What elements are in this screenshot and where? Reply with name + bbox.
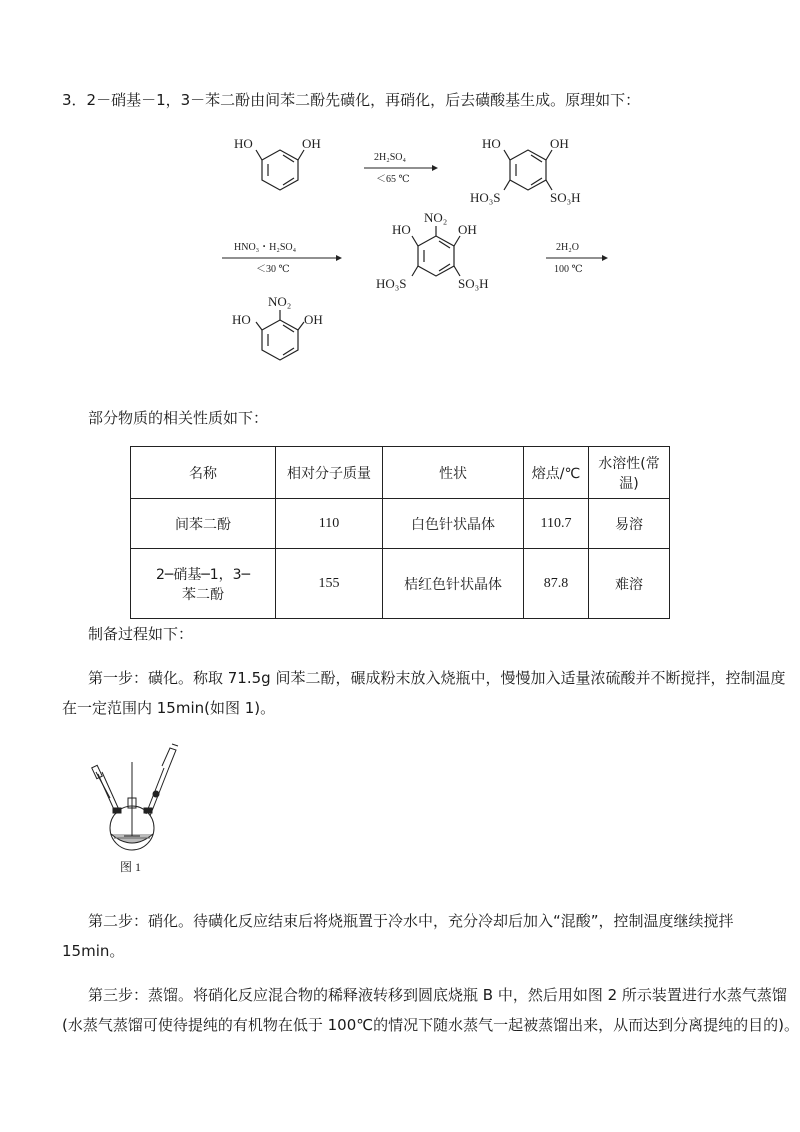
reaction-scheme: [0, 0, 800, 380]
cell-appearance: 桔红色针状晶体: [383, 549, 524, 619]
properties-table: [130, 446, 670, 619]
cell-solubility: 易溶: [589, 499, 670, 549]
cell-solubility: 难溶: [589, 549, 670, 619]
resorcinol-structure: [256, 150, 304, 190]
arrow3-reagent: 2H₂O: [556, 242, 579, 253]
table-header-row: [131, 447, 670, 499]
arrow2-condition: ＜30 ℃: [256, 264, 290, 275]
header-mw: 相对分子质量: [276, 447, 383, 499]
mol4-no2-label: NO₂: [268, 294, 292, 309]
cell-name-line1: 2─硝基─1，3─: [155, 566, 250, 583]
cell-mw: 155: [276, 549, 383, 619]
arrow2-reagent: HNO₃・H₂SO₄: [234, 242, 297, 253]
mol1-ho-label: HO: [234, 136, 253, 151]
mol3-no2-label: NO₂: [424, 210, 448, 225]
cell-mw: 110: [276, 499, 383, 549]
mol3-oh-label: OH: [458, 222, 477, 237]
figure1-apparatus: [80, 738, 200, 876]
header-solubility: 水溶性(常温): [589, 447, 670, 499]
cell-mp: 110.7: [524, 499, 589, 549]
cell-name-line2: 苯二酚: [182, 586, 224, 603]
arrow1-reagent: 2H₂SO₄: [374, 152, 406, 163]
procedure-intro: 制备过程如下：: [88, 625, 194, 643]
nitroresorcinol-structure: [256, 310, 304, 360]
mol2-so3h-label: SO₃H: [550, 190, 581, 205]
cell-name: 间苯二酚: [131, 499, 276, 549]
mol2-ho3s-label: HO₃S: [470, 190, 501, 205]
cell-name: [131, 549, 276, 619]
mol4-ho-label: HO: [232, 312, 251, 327]
table-row: [131, 499, 670, 549]
step3-line1: 第三步：蒸馏。将硝化反应混合物的稀释液转移到圆底烧瓶 B 中，然后用如图 2 所示装置进行水蒸气蒸馏: [88, 986, 787, 1004]
mol2-oh-label: OH: [550, 136, 569, 151]
mol3-ho3s-label: HO₃S: [376, 276, 407, 291]
step1-line1: 第一步：磺化。称取 71.5g 间苯二酚，碾成粉末放入烧瓶中，慢慢加入适量浓硫酸并不断搅拌，控制温度: [88, 669, 786, 687]
mol3-so3h-label: SO₃H: [458, 276, 489, 291]
arrow3-condition: 100 ℃: [554, 264, 583, 275]
header-mp: 熔点/℃: [524, 447, 589, 499]
mol3-ho-label: HO: [392, 222, 411, 237]
cell-appearance: 白色针状晶体: [383, 499, 524, 549]
nitro-disulfonic-acid-structure: [412, 226, 460, 276]
header-appearance: 性状: [383, 447, 524, 499]
mol1-oh-label: OH: [302, 136, 321, 151]
header-name: 名称: [131, 447, 276, 499]
step2-line1: 第二步：硝化。待磺化反应结束后将烧瓶置于冷水中，充分冷却后加入“混酸”，控制温度继续搅拌: [88, 912, 734, 930]
step3-line2: (水蒸气蒸馏可使待提纯的有机物在低于 100℃的情况下随水蒸气一起被蒸馏出来，从而达到分离提纯的目的)。: [62, 1016, 799, 1034]
arrow1-condition: ＜65 ℃: [376, 174, 410, 185]
mol2-ho-label: HO: [482, 136, 501, 151]
step2-line2: 15min。: [62, 942, 125, 960]
properties-intro: 部分物质的相关性质如下：: [88, 409, 269, 427]
figure1-caption: 图 1: [120, 860, 142, 874]
question-intro: 3．2－硝基－1，3－苯二酚由间苯二酚先磺化，再硝化，后去磺酸基生成。原理如下：: [62, 91, 641, 109]
mol4-oh-label: OH: [304, 312, 323, 327]
step1-line2: 在一定范围内 15min(如图 1)。: [62, 699, 276, 717]
disulfonic-acid-structure: [504, 150, 552, 190]
cell-mp: 87.8: [524, 549, 589, 619]
table-row: [131, 549, 670, 619]
